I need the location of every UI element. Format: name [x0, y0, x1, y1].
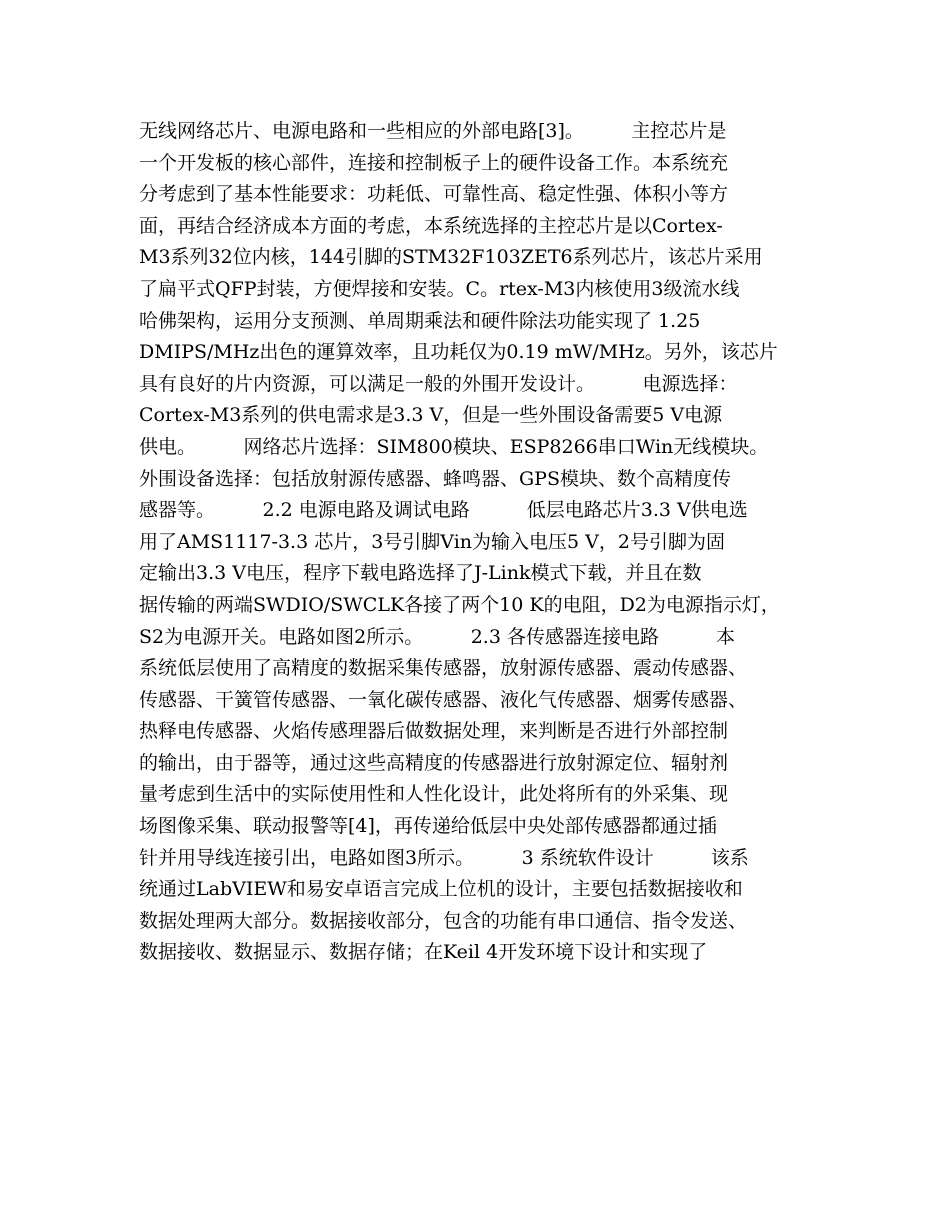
text-line: 数据接收、数据显示、数据存储；在Keil 4开发环境下设计和实现了: [139, 941, 708, 964]
text-line: 供电。 网络芯片选择：SIM800模块、ESP8266串口Win无线模块。: [139, 435, 769, 458]
text-line: 系统低层使用了高精度的数据采集传感器，放射源传感器、震动传感器、: [139, 657, 748, 680]
text-line: 的输出，由于器等，通过这些高精度的传感器进行放射源定位、辐射剂: [139, 751, 729, 774]
body-text: [139, 116, 819, 969]
text-line: 定输出3.3 V电压，程序下载电路选择了J-Link模式下载，并且在数: [139, 562, 702, 585]
text-line: 无线网络芯片、电源电路和一些相应的外部电路[3]。 主控芯片是: [139, 120, 727, 142]
text-line: 哈佛架构，运用分支预测、单周期乘法和硬件除法功能实现了 1.25: [139, 309, 701, 332]
text-line: Cortex-M3系列的供电需求是3.3 V，但是一些外围设备需要5 V电源: [139, 404, 723, 427]
text-line: 具有良好的片内资源，可以满足一般的外围开发设计。 电源选择：: [139, 372, 738, 395]
text-line: 传感器、干簧管传感器、一氧化碳传感器、液化气传感器、烟雾传感器、: [139, 688, 748, 711]
text-line: 外围设备选择：包括放射源传感器、蜂鸣器、GPS模块、数个高精度传: [139, 467, 731, 490]
text-line: 统通过LabVIEW和易安卓语言完成上位机的设计，主要包括数据接收和: [139, 878, 743, 901]
text-line: S2为电源开关。电路如图2所示。 2.3 各传感器连接电路 本: [139, 625, 735, 648]
text-line: M3系列32位内核，144引脚的STM32F103ZET6系列芯片，该芯片采用: [139, 246, 763, 269]
text-line: 量考虑到生活中的实际使用性和人性化设计，此处将所有的外采集、现: [139, 783, 729, 806]
text-line: 感器等。 2.2 电源电路及调试电路 低层电路芯片3.3 V供电选: [139, 499, 748, 522]
text-line: 分考虑到了基本性能要求：功耗低、可靠性高、稳定性强、体积小等方: [139, 183, 729, 206]
text-line: 据传输的两端SWDIO/SWCLK各接了两个10 K的电阻，D2为电源指示灯，: [139, 593, 780, 616]
text-line: 面，再结合经济成本方面的考虑，本系统选择的主控芯片是以Cortex-: [139, 214, 723, 237]
text-line: 了扁平式QFP封装，方便焊接和安装。C。rtex-M3内核使用3级流水线: [139, 277, 740, 300]
text-line: 一个开发板的核心部件，连接和控制板子上的硬件设备工作。本系统充: [139, 151, 729, 174]
text-line: 用了AMS1117-3.3 芯片，3号引脚Vin为输入电压5 V，2号引脚为固: [139, 530, 725, 553]
text-line: 数据处理两大部分。数据接收部分，包含的功能有串口通信、指令发送、: [139, 909, 748, 932]
text-line: 场图像采集、联动报警等[4]，再传递给低层中央处部传感器都通过插: [139, 815, 717, 838]
text-line: 针并用导线连接引出，电路如图3所示。 3 系统软件设计 该系: [139, 846, 749, 869]
text-line: 热释电传感器、火焰传感理器后做数据处理，来判断是否进行外部控制: [139, 720, 729, 743]
text-line: DMIPS/MHz出色的運算效率，且功耗仅为0.19 mW/MHz。另外，该芯片: [139, 341, 778, 364]
